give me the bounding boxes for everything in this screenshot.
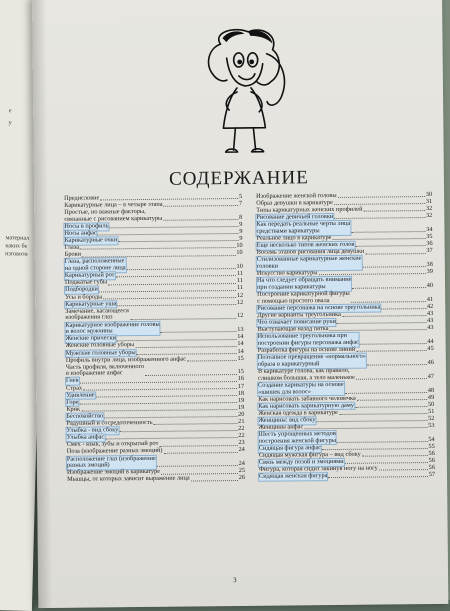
toc-entry-page: 45 [427,345,434,353]
toc-leader-dots [103,297,236,299]
toc-leader-dots [99,290,236,292]
toc-entry-title: Брови [64,251,82,259]
toc-entry-page: 36 [426,240,433,248]
toc-leader-dots [355,406,427,408]
toc-entry-page: 39 [426,268,433,276]
toc-entry-page: 5 [238,192,243,200]
toc-entry-title: Связь между позой и эмоциями [258,457,344,466]
toc-entry-title: Рисование персонажа на основе треугольника [257,303,381,312]
toc-entry-title: Женская одежда в карикатуре [258,408,338,417]
toc-entry-page: 51 [428,407,435,415]
toc-leader-dots [334,218,425,220]
toc-leader-dots [332,238,425,240]
toc-entry [258,367,434,382]
toc-entry-page: 11 [236,270,243,278]
toc-leader-dots [360,343,426,345]
toc-leader-dots [130,318,236,320]
toc-leader-dots [337,322,426,324]
toc-entry [65,257,243,272]
toc-leader-dots [187,360,237,362]
toc-entry-page: 43 [427,317,434,325]
toc-entry-title: Гнев [65,377,79,385]
toc-right-column [256,192,435,481]
toc-leader-dots [353,287,426,289]
toc-entry [259,472,435,481]
toc-entry-title: Беспокойство [66,412,104,420]
toc-entry-title: Улыбка анфас [66,433,105,442]
toc-entry-page: 23 [238,439,245,447]
toc-leader-dots [164,205,238,207]
toc-entry-page: 18 [237,389,245,397]
toc-entry-page: 32 [425,205,433,213]
toc-leader-dots [105,437,237,439]
toc-entry-page: 10 [236,263,243,271]
toc-entry-page: 19 [237,396,245,404]
toc-entry-page: 12 [236,298,244,306]
toc-leader-dots [163,452,237,454]
toc-entry-page: 9 [239,235,243,243]
toc-entry-page: 16 [237,375,245,383]
toc-entry-title: Глаза, расположенные на одной стороне лица [64,257,126,272]
toc-entry-page: 7 [238,200,243,208]
toc-leader-dots [110,226,239,228]
toc-entry-title: Горе [66,398,79,406]
toc-entry-title: Смех - язык, зубы и открытый рот [66,440,159,449]
toc-entry-title: Как передать реальные черты лица средствами карикатуры [256,220,351,235]
toc-entry-title: Что означает повисание руки [257,318,336,326]
toc-entry-page: 11 [236,284,244,292]
toc-leader-dots [351,301,426,303]
toc-leader-dots [154,423,238,425]
toc-entry-title: В карикатуре голова, как правило, слишком большая, а тело маленькое [257,366,356,382]
toc-leader-dots [367,364,427,366]
left-page-fragment: изговотн [5,251,28,258]
toc-entry-page: 43 [427,309,434,318]
toc-entry-title: Карикатурный рот [64,271,115,280]
toc-entry-title: Восемь этапов рисования лица девушки [256,248,365,257]
toc-entry-page: 34 [426,226,433,234]
toc-entry-page: 48 [427,386,435,394]
toc-entry-title: Изображение женской головы [256,191,337,200]
toc-leader-dots [135,346,236,348]
toc-entry-title: Улыбка - вид сбоку [66,426,119,434]
toc-entry-title: На что следует обращать внимание при создании карикатуры [256,276,352,291]
toc-leader-dots [362,266,425,268]
toc-leader-dots [191,480,238,481]
toc-entry-title: Фигура, которая сидит закинув ногу на ногу [258,464,378,473]
toc-entry-page: 22 [238,432,245,440]
toc-entry-title: Женщины: вид сбоку [258,416,316,424]
toc-entry-page: 24 [238,446,245,454]
toc-leader-dots [127,268,236,270]
toc-leader-dots [96,395,237,397]
toc-entry-page: 50 [427,400,435,408]
toc-entry-page: 35 [426,233,433,241]
toc-entry-page: 8 [239,213,243,221]
toc-entry-page: 10 [236,249,243,257]
toc-leader-dots [157,465,238,467]
toc-leader-dots [118,304,236,306]
toc-entry-title: Как нарисовать забавного человечка [258,394,356,403]
toc-entry-page: 12 [236,291,244,299]
toc-leader-dots [355,246,425,248]
toc-entry [65,320,243,335]
toc-entry-title: Мужские головные уборы [65,348,136,357]
toc-leader-dots [337,441,427,443]
toc-entry [64,208,242,223]
toc-leader-dots [357,399,427,401]
toc-entry-page: 30 [425,190,433,199]
toc-entry-title: Простые, но важные факторы, связанные с рисованием карикатуры [64,208,163,223]
toc-entry-page: 13 [237,326,244,334]
toc-entry-title: Мышцы, от которых зависит выражение лица [67,474,190,484]
toc-leader-dots [117,339,236,341]
toc-entry-title: Предисловие [64,194,100,202]
toc-entry-page: 47 [427,372,435,380]
toc-entry-title: Носы в профиль [64,222,109,230]
toc-entry-title: Подбородки [65,285,98,294]
page-title: СОДЕРЖАНИЕ [168,167,309,190]
toc-entry-page: 44 [427,337,434,346]
toc-entry-page: 37 [426,247,433,255]
toc-entry-page: 31 [425,198,433,206]
toc-entry-page: 20 [238,410,245,418]
toc-leader-dots [100,198,238,200]
toc-entry-page: 46 [427,358,434,366]
toc-entry-page: 17 [237,382,245,390]
left-page-fragment: материал [5,235,30,242]
toc-entry-title: Замечание, касающееся изображения глаз [65,306,129,322]
toc-entry-title: Поджатые губы [64,278,108,287]
toc-leader-dots [163,219,238,221]
toc-leader-dots [381,308,426,309]
toc-leader-dots [362,455,428,457]
toc-entry-page: 15 [237,354,244,362]
toc-entry-title: Глаза [64,243,80,252]
toc-entry-title: Карикатурное изображение головы и волос мужчины [65,320,160,336]
left-page-fragment: каких бе [5,243,28,250]
toc-leader-dots [104,416,237,418]
toc-entry-page: 21 [238,417,245,426]
toc-entry-title: Профиль внутри лица, изображенного анфас [65,355,187,364]
toc-entry-title: Разработка фигуры на основе линий [257,345,356,354]
toc-leader-dots [334,203,425,205]
toc-entry-page: 26 [238,474,246,482]
toc-entry-page: 42 [426,302,434,310]
toc-entry-page: 12 [237,312,244,320]
toc-entry [67,475,245,484]
toc-entry-title: Женские прически [65,334,116,343]
toc-entry-page: 38 [426,261,433,269]
toc-entry-title: Реальное лицо в карикатуре [256,234,332,242]
toc-entry-page: 54 [428,435,435,443]
toc-entry-page: 14 [237,333,244,341]
toc-entry-title: Крик [66,405,81,413]
toc-entry-title: Страх [66,384,83,392]
toc-entry-page: 9 [239,228,243,236]
toc-entry-title: Расположение глаз (изображение разных эмоций) [66,454,156,470]
toc-entry [256,220,432,235]
toc-entry-page: 56 [428,464,435,472]
toc-leader-dots [317,420,428,422]
toc-leader-dots [137,353,237,355]
toc-entry-title: Усы и бороды [65,292,103,301]
toc-entry-title: Стилизованные карикатурные женские головки [256,255,362,270]
toc-leader-dots [345,392,427,394]
toc-leader-dots [342,315,426,317]
toc-leader-dots [356,350,426,352]
toc-entry-page: 19 [237,403,245,411]
toc-entry-title: Типы карикатурных женских профилей [256,205,363,214]
toc-entry-title: Носы анфас [64,229,97,237]
toc-entry-title: Женщины анфас [258,423,304,431]
toc-entry-title: Искусство карикатуры [256,269,318,278]
toc-leader-dots [379,469,428,471]
toc-leader-dots [322,448,427,450]
toc-entry-title: Шесть упрощенных методов построения женской фигуры [258,430,336,445]
toc-entry-page: 24 [238,460,245,468]
toc-entry-page: 55 [428,442,435,450]
toc-leader-dots [345,462,428,464]
toc-entry-title: Радушный и сосредоточенность [66,418,153,427]
toc-leader-dots [145,374,236,376]
toc-leader-dots [161,473,238,475]
toc-entry-page: 53 [428,421,435,429]
toc-entry-page: 43 [427,324,434,332]
toc-leader-dots [161,331,236,333]
toc-leader-dots [356,378,427,380]
toc-leader-dots [339,413,427,415]
left-page-fragment: е [8,108,12,115]
toc-entry-title: Образ девушки в карикатуре [256,199,333,207]
toc-entry-page: 9 [239,220,243,228]
toc-entry-page: 14 [237,340,244,348]
toc-entry-page: 52 [428,414,435,422]
left-page-fragment: у [8,120,12,127]
toc-entry-title: Изображение эмоций в карикатуре [66,468,161,477]
toc-leader-dots [330,329,427,331]
toc-entry-page: 22 [238,425,245,433]
toc-entry [257,255,433,270]
toc-leader-dots [115,275,235,277]
toc-leader-dots [98,233,239,235]
toc-entry-title: Карикатурные очки [64,236,118,244]
toc-entry-page: 15 [237,368,244,376]
page-number: 3 [233,576,237,585]
toc-entry-title: Сидящая женская фигура [258,472,328,481]
toc-entry-page: 10 [236,242,243,250]
toc-leader-dots [363,210,425,212]
toc-entry-page: 11 [236,277,244,285]
toc-leader-dots [365,253,425,255]
toc-entry-title: Сидящая мужская фигура – вид сбоку [258,450,361,459]
toc-entry-title: Рисование девичьей головки [256,213,334,222]
toc-leader-dots [304,427,427,429]
toc-leader-dots [108,283,236,285]
toc-entry [65,307,243,322]
toc-entry-page: 32 [425,212,433,220]
toc-entry-title: Выступающая назад пятка [257,325,329,334]
toc-entry-page: 56 [428,457,435,465]
toc-left-column [64,194,245,484]
toc-entry-title: Поэтапное превращение «нормального» образа в карикатурный [257,352,366,368]
toc-entry [66,363,244,378]
toc-leader-dots [159,445,237,447]
toc-entry-title: Поза (изображение разных эмоций) [66,447,163,456]
toc-entry-title: Построение карикатурной фигуры с помощью простого овала [257,289,350,305]
toc-entry-page: 41 [426,295,434,303]
toc-leader-dots [351,231,425,233]
toc-leader-dots [119,430,237,432]
toc-leader-dots [338,196,425,198]
cartoon-girl-illustration [182,23,293,162]
toc-entry-title: Женские головные уборы [65,341,135,350]
toc-entry [258,381,434,396]
toc-entry-title: Карикатурные лица – в четыре этапа [64,200,163,209]
toc-entry-title: Карикатурные уши [65,299,117,308]
toc-entry-title: Как нарисовать карикатурную даму [258,401,354,410]
toc-entry-page: 56 [428,449,435,457]
toc-entry-page: 49 [427,393,435,401]
toc-leader-dots [118,240,238,242]
toc-entry-title: Сидящая фигура анфас [258,444,322,452]
toc-entry-title: Создание карикатуры на основе «шишек для волос» [258,380,344,396]
toc-entry-title: Использование треугольника при построении фигуры персонажа анфас [257,332,359,347]
toc-entry [259,430,435,445]
toc-entry-title: Другие варианты треугольника [257,310,341,319]
toc-entry-title: Часть профиля, включенного в изображение анфас [65,362,145,378]
toc-entry-page: 57 [428,471,436,479]
toc-entry-title: Удивление [66,391,95,399]
toc-leader-dots [328,476,427,478]
toc-entry-page: 25 [238,467,246,475]
toc-leader-dots [318,273,425,275]
toc-entry-page: 14 [237,347,244,355]
toc-entry-page: 40 [426,282,434,290]
toc-entry-title: Еще несколько типов женских голов [256,241,355,250]
book-page [32,0,448,608]
